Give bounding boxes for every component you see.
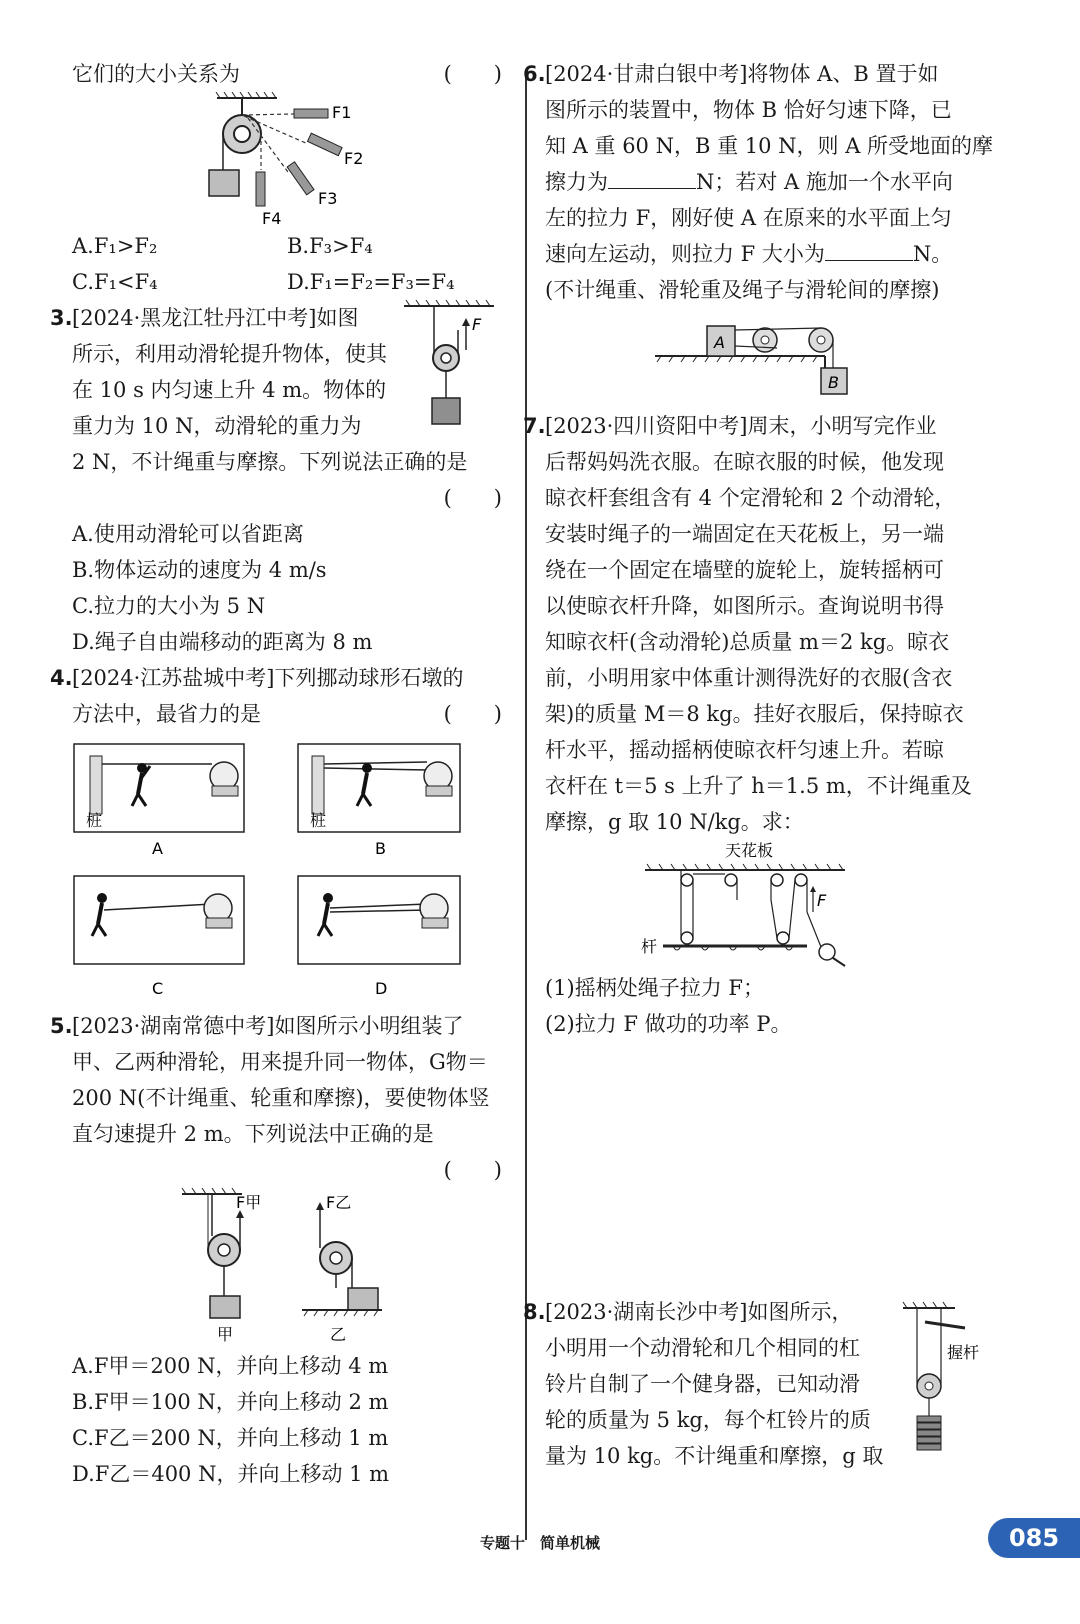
q2-stem: 它们的大小关系为 — [72, 62, 240, 86]
q4-panel-d — [298, 876, 460, 998]
q5-line-4: 直匀速提升 2 m。下列说法中正确的是 — [72, 1122, 434, 1146]
q6-figure — [545, 308, 995, 398]
q5-answer-paren: ( ) — [443, 1158, 502, 1182]
question-3 — [50, 300, 502, 516]
q5-f-jia-label: F甲 — [236, 1193, 262, 1212]
q3-option-c: C.拉力的大小为 5 N — [72, 594, 266, 618]
question-5 — [50, 1008, 502, 1188]
q2-figure — [72, 92, 502, 228]
q5-option-d: D.F乙＝400 N，并向上移动 1 m — [72, 1462, 390, 1486]
q4-d-label: D — [375, 979, 388, 998]
q2-option-a: A.F₁>F₂ — [72, 234, 158, 258]
q4-c-label: C — [152, 979, 164, 998]
q6-line-4 — [545, 164, 995, 200]
q5-yi-label: 乙 — [330, 1325, 347, 1344]
q8-line-5: 量为 10 kg。不计绳重和摩擦，g 取 — [545, 1444, 884, 1468]
q8-line-3: 铃片自制了一个健身器，已知动滑 — [545, 1372, 860, 1396]
q4-panel-b — [298, 744, 460, 858]
q3-line-5: 2 N，不计绳重与摩擦。下列说法正确的是 — [72, 450, 468, 474]
q4-a-label: A — [152, 839, 163, 858]
q8-fitness-device-diagram — [895, 1294, 995, 1474]
answer-space — [545, 1042, 995, 1294]
q7-line-12: 摩擦，g 取 10 N/kg。求： — [545, 810, 804, 834]
q7-sub-1: (1)摇柄处绳子拉力 F； — [545, 976, 764, 1000]
q6-block-a-label: A — [714, 333, 725, 352]
q4-b-post-label: 桩 — [310, 811, 327, 830]
q6-line-6 — [545, 236, 995, 272]
q7-line-6: 以使晾衣杆升降，如图所示。查询说明书得 — [545, 594, 944, 618]
q7-rod-label: 杆 — [641, 937, 658, 956]
q7-line-8: 前，小明用家中体重计测得洗好的衣服(含衣 — [545, 666, 953, 690]
q3-line-1: [2024·黑龙江牡丹江中考]如图 — [72, 306, 359, 330]
q3-option-a: A.使用动滑轮可以省距离 — [72, 522, 304, 546]
q5-line-3: 200 N(不计绳重、轮重和摩擦)，要使物体竖 — [72, 1086, 490, 1110]
q7-ceiling-label: 天花板 — [725, 841, 774, 860]
q7-sub-2: (2)拉力 F 做功的功率 P。 — [545, 1012, 792, 1036]
q4-b-label: B — [375, 839, 386, 858]
q7-line-11: 衣杆在 t＝5 s 上升了 h＝1.5 m，不计绳重及 — [545, 774, 972, 798]
q7-number: 7. — [523, 414, 546, 438]
q5-option-a: A.F甲＝200 N，并向上移动 4 m — [72, 1354, 389, 1378]
q2-option-d: D.F₁=F₂=F₃=F₄ — [287, 270, 455, 294]
q7-line-5: 绕在一个固定在墙壁的旋轮上，旋转摇柄可 — [545, 558, 944, 582]
q7-force-label: F — [817, 891, 827, 910]
q6-line-5: 左的拉力 F，刚好使 A 在原来的水平面上匀 — [545, 206, 952, 230]
f1-label: F1 — [332, 103, 352, 122]
q6-line-3: 知 A 重 60 N，B 重 10 N，则 A 所受地面的摩 — [545, 134, 994, 158]
q4-number: 4. — [50, 666, 73, 690]
q7-line-4: 安装时绳子的一端固定在天花板上，另一端 — [545, 522, 944, 546]
q6-line-7: (不计绳重、滑轮重及绳子与滑轮间的摩擦) — [545, 278, 940, 302]
q5-line-2: 甲、乙两种滑轮，用来提升同一物体，G物＝ — [72, 1050, 488, 1074]
q6-line-6b: N。 — [912, 242, 953, 266]
right-column — [523, 56, 995, 1474]
question-4 — [50, 660, 502, 732]
q7-line-9: 架)的质量 M＝8 kg。挂好衣服后，保持晾衣 — [545, 702, 964, 726]
page-number-badge: 085 — [988, 1518, 1080, 1558]
q4-line-2: 方法中，最省力的是 — [72, 702, 261, 726]
q2-options-row2 — [72, 264, 502, 300]
q5-option-b: B.F甲＝100 N，并向上移动 2 m — [72, 1390, 389, 1414]
q5-figure — [72, 1188, 502, 1348]
q3-line-3: 在 10 s 内匀速上升 4 m。物体的 — [72, 378, 387, 402]
q3-force-label: F — [472, 315, 482, 334]
q2-pulley-diagram — [72, 92, 502, 228]
q4-a-post-label: 桩 — [86, 811, 103, 830]
q5-jia-label: 甲 — [217, 1325, 234, 1344]
q3-line-2: 所示，利用动滑轮提升物体，使其 — [72, 342, 387, 366]
q5-option-c: C.F乙＝200 N，并向上移动 1 m — [72, 1426, 389, 1450]
f4-label: F4 — [262, 209, 282, 228]
q4-panel-c — [74, 876, 244, 998]
q8-line-1: [2023·湖南长沙中考]如图所示， — [545, 1300, 853, 1324]
q6-blank-2[interactable] — [825, 238, 913, 261]
q3-number: 3. — [50, 306, 73, 330]
q2-stem-line — [72, 56, 502, 92]
q2-answer-paren: ( ) — [443, 62, 502, 86]
q8-grip-label: 握杆 — [947, 1343, 980, 1362]
q3-movable-pulley-diagram — [402, 300, 502, 430]
q6-line-4a: 擦力为 — [545, 170, 608, 194]
question-8 — [523, 1294, 995, 1474]
q5-number: 5. — [50, 1014, 73, 1038]
left-column — [50, 56, 502, 1492]
f3-label: F3 — [318, 189, 338, 208]
q6-line-2: 图所示的装置中，物体 B 恰好匀速下降，已 — [545, 98, 952, 122]
q6-number: 6. — [523, 62, 546, 86]
q8-line-2: 小明用一个动滑轮和几个相同的杠 — [545, 1336, 860, 1360]
q2-option-c: C.F₁<F₄ — [72, 270, 158, 294]
q4-line-2-row — [72, 696, 502, 732]
q5-line-1: [2023·湖南常德中考]如图所示小明组装了 — [72, 1014, 464, 1038]
q7-line-2: 后帮妈妈洗衣服。在晾衣服的时候，他发现 — [545, 450, 944, 474]
q6-line-4b: N；若对 A 施加一个水平向 — [696, 170, 953, 194]
q6-block-b-label: B — [828, 373, 839, 392]
q4-answer-paren: ( ) — [443, 702, 502, 726]
q2-options-row1 — [72, 228, 502, 264]
q7-line-7: 知晾衣杆(含动滑轮)总质量 m＝2 kg。晾衣 — [545, 630, 950, 654]
q4-panel-a — [74, 744, 244, 858]
q7-line-10: 杆水平，摇动摇柄使晾衣杆匀速上升。若晾 — [545, 738, 944, 762]
q8-number: 8. — [523, 1300, 546, 1324]
footer-chapter: 专题十 简单机械 — [479, 1534, 600, 1552]
q3-answer-paren: ( ) — [443, 486, 502, 510]
q3-line-4: 重力为 10 N，动滑轮的重力为 — [72, 414, 362, 438]
q3-option-b: B.物体运动的速度为 4 m/s — [72, 558, 327, 582]
q5-f-yi-label: F乙 — [326, 1193, 352, 1212]
q4-figure-grid — [72, 738, 502, 1008]
f2-label: F2 — [344, 149, 364, 168]
q6-line-6a: 速向左运动，则拉力 F 大小为 — [545, 242, 825, 266]
question-6 — [523, 56, 995, 308]
q7-line-1: [2023·四川资阳中考]周末，小明写完作业 — [545, 414, 937, 438]
q3-option-d: D.绳子自由端移动的距离为 8 m — [72, 630, 373, 654]
q8-line-4: 轮的质量为 5 kg，每个杠铃片的质 — [545, 1408, 871, 1432]
q7-line-3: 晾衣杆套组含有 4 个定滑轮和 2 个动滑轮， — [545, 486, 956, 510]
q2-option-b: B.F₃>F₄ — [287, 234, 373, 258]
question-7 — [523, 408, 995, 840]
q4-line-1: [2024·江苏盐城中考]下列挪动球形石墩的 — [72, 666, 464, 690]
q6-line-1: [2024·甘肃白银中考]将物体 A、B 置于如 — [545, 62, 939, 86]
q6-blank-1[interactable] — [608, 166, 696, 189]
q7-clothes-rack-diagram — [545, 840, 995, 970]
